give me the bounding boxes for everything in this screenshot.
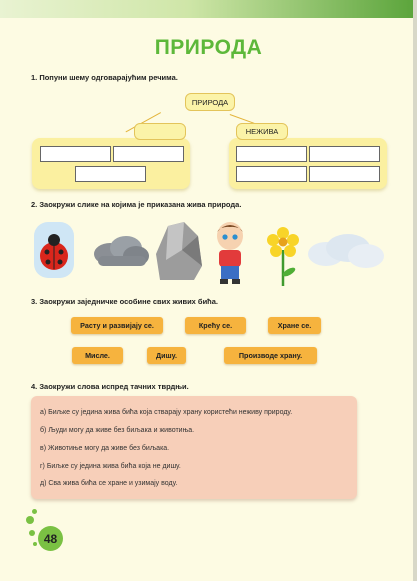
page-edge <box>413 0 417 581</box>
statement-item[interactable]: д) Сва жива бића се хране и узимају воду. <box>40 480 178 487</box>
diagram-root-node: ПРИРОДА <box>185 93 235 111</box>
ladybug-icon[interactable] <box>34 222 74 278</box>
trait-option[interactable]: Мисле. <box>72 347 123 364</box>
statements-panel <box>31 396 357 499</box>
living-label-node[interactable] <box>134 123 186 140</box>
answer-slot[interactable] <box>40 146 111 162</box>
answer-slot[interactable] <box>309 146 380 162</box>
trait-option[interactable]: Производе храну. <box>224 347 317 364</box>
answer-slot[interactable] <box>309 166 380 182</box>
statement-item[interactable]: г) Биљке су једина жива бића која не дишу. <box>40 463 181 470</box>
fog-icon[interactable] <box>306 230 386 274</box>
answer-slot[interactable] <box>236 166 307 182</box>
statement-item[interactable]: б) Људи могу да живе без биљака и животиња. <box>40 427 195 434</box>
trait-option[interactable]: Крећу се. <box>185 317 246 334</box>
trait-option[interactable]: Хране се. <box>268 317 321 334</box>
decor-dot <box>26 516 34 524</box>
task-3-text: 3. Заокружи заједничке особине свих живих бића. <box>31 297 219 306</box>
statement-item[interactable]: а) Биљке су једина жива бића која стварају храну користећи неживу природу. <box>40 409 293 416</box>
picture-row <box>0 218 417 290</box>
top-banner <box>0 0 417 18</box>
flower-icon[interactable] <box>265 226 301 288</box>
answer-slot[interactable] <box>113 146 184 162</box>
decor-dot <box>33 542 37 546</box>
task-4-text: 4. Заокружи слова испред тачних тврдњи. <box>31 382 189 391</box>
cloud-icon[interactable] <box>92 234 150 268</box>
page-title: ПРИРОДА <box>154 36 263 59</box>
trait-option[interactable]: Дишу. <box>147 347 186 364</box>
answer-slot[interactable] <box>236 146 307 162</box>
living-group <box>32 138 190 189</box>
nonliving-label-node: НЕЖИВА <box>236 123 288 140</box>
task-1-text: 1. Попуни шему одговарајућим речима. <box>31 73 178 82</box>
decor-dot <box>29 530 35 536</box>
nonliving-group <box>229 138 387 189</box>
task-2-text: 2. Заокружи слике на којима је приказана жива природа. <box>31 200 242 209</box>
rock-icon[interactable] <box>154 220 204 282</box>
page-number: 48 <box>38 526 63 551</box>
boy-icon[interactable] <box>209 220 251 286</box>
statement-item[interactable]: в) Животиње могу да живе без биљака. <box>40 445 170 452</box>
trait-option[interactable]: Расту и развијају се. <box>71 317 163 334</box>
answer-slot[interactable] <box>75 166 146 182</box>
concept-diagram <box>30 90 387 195</box>
decor-dot <box>32 509 37 514</box>
